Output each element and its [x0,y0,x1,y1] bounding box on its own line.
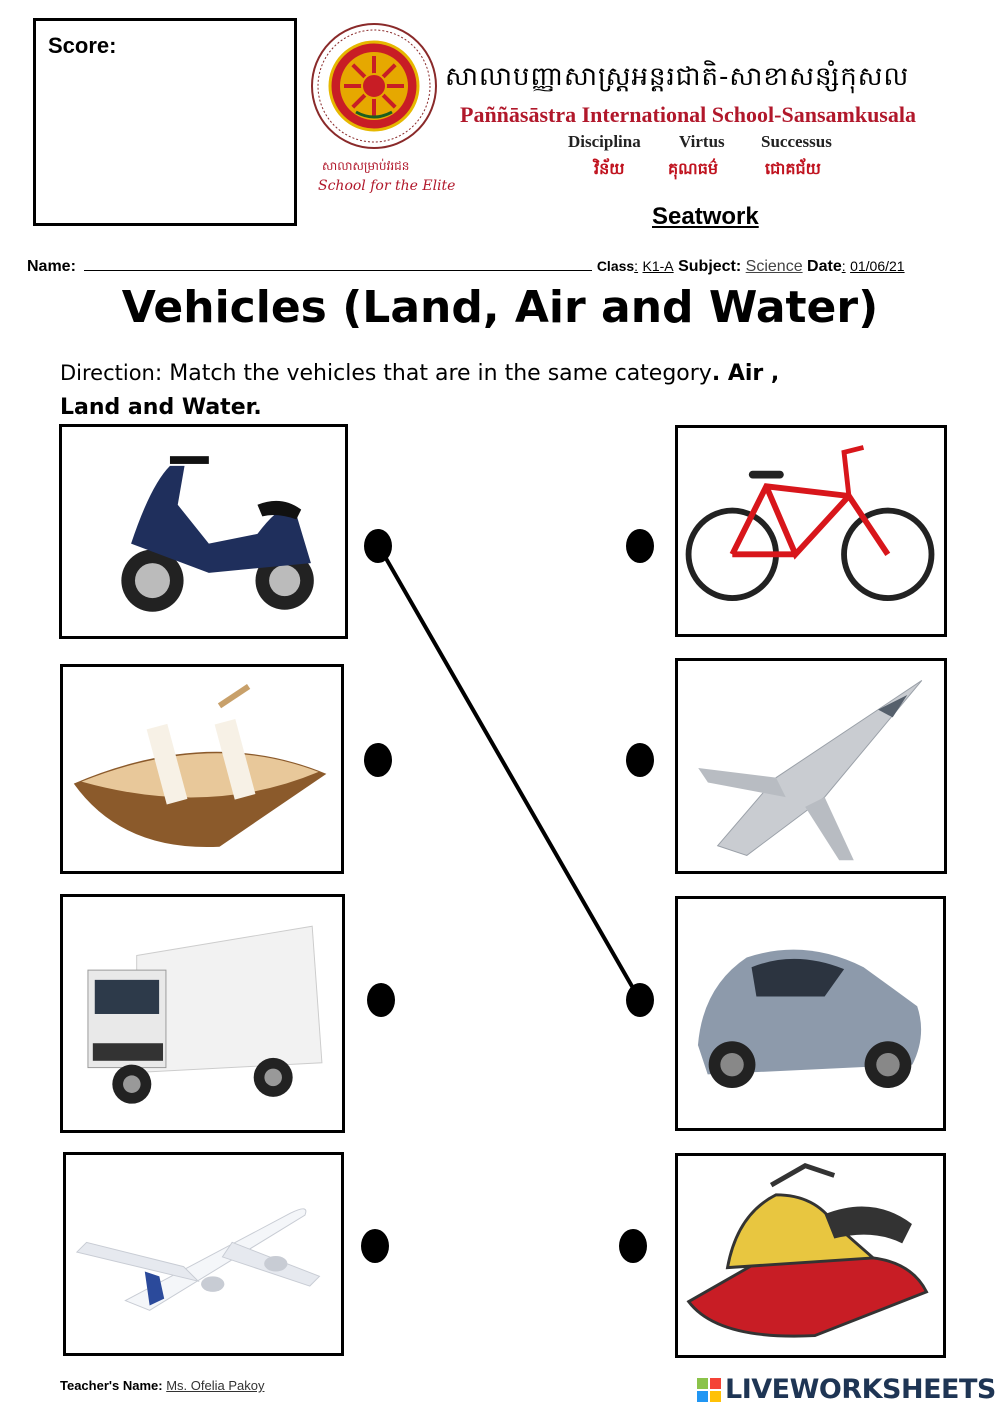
page-title: Vehicles (Land, Air and Water) [121,282,879,333]
worksheet-type: Seatwork [652,203,759,230]
motto-1: Disciplina [568,132,641,151]
motto-khmer-2: គុណធម៌ [668,159,718,178]
match-line-scooter-car [380,548,637,995]
teacher-name: Ms. Ofelia Pakoy [166,1378,265,1393]
direction-label: Direction [60,361,155,385]
info-row: Name: Class: K1-A Subject: Science Date: 01/06/21 [27,258,905,275]
liveworksheets-logo-icon [697,1378,721,1402]
teacher-label: Teacher's Name: [60,1378,163,1393]
motto-khmer-1: វិន័យ [594,159,625,178]
direction-body: : Match the vehicles that are in the same category [154,361,712,386]
score-label: Score: [48,33,117,58]
subject-value: Science [745,258,803,275]
subject-label: Subject: [678,258,742,275]
date-value: 01/06/21 [850,258,905,274]
school-khmer-title: សាលាបញ្ញាសាស្ត្រអន្តរជាតិ-សាខាសន្សំកុសល [445,62,910,92]
motto-khmer-3: ជោគជ័យ [765,159,821,178]
direction-categories-1: . Air , [711,361,780,386]
class-value: K1-A [642,258,674,274]
motto-3: Successus [761,132,832,151]
liveworksheets-brand[interactable]: LIVEWORKSHEETS [725,1374,996,1405]
name-label: Name: [27,258,76,275]
school-name: Paññāsāstra International School-Sansamkusala [460,102,916,127]
motto-2: Virtus [679,132,725,151]
direction-categories-2: Land and Water. [60,395,262,420]
class-label: Class [596,258,635,274]
logo-khmer-text: សាលាសម្រាប់វរជន [322,159,410,173]
date-label: Date [807,258,842,275]
logo-tagline: School for the Elite [318,178,456,194]
teacher-line [60,1378,264,1393]
